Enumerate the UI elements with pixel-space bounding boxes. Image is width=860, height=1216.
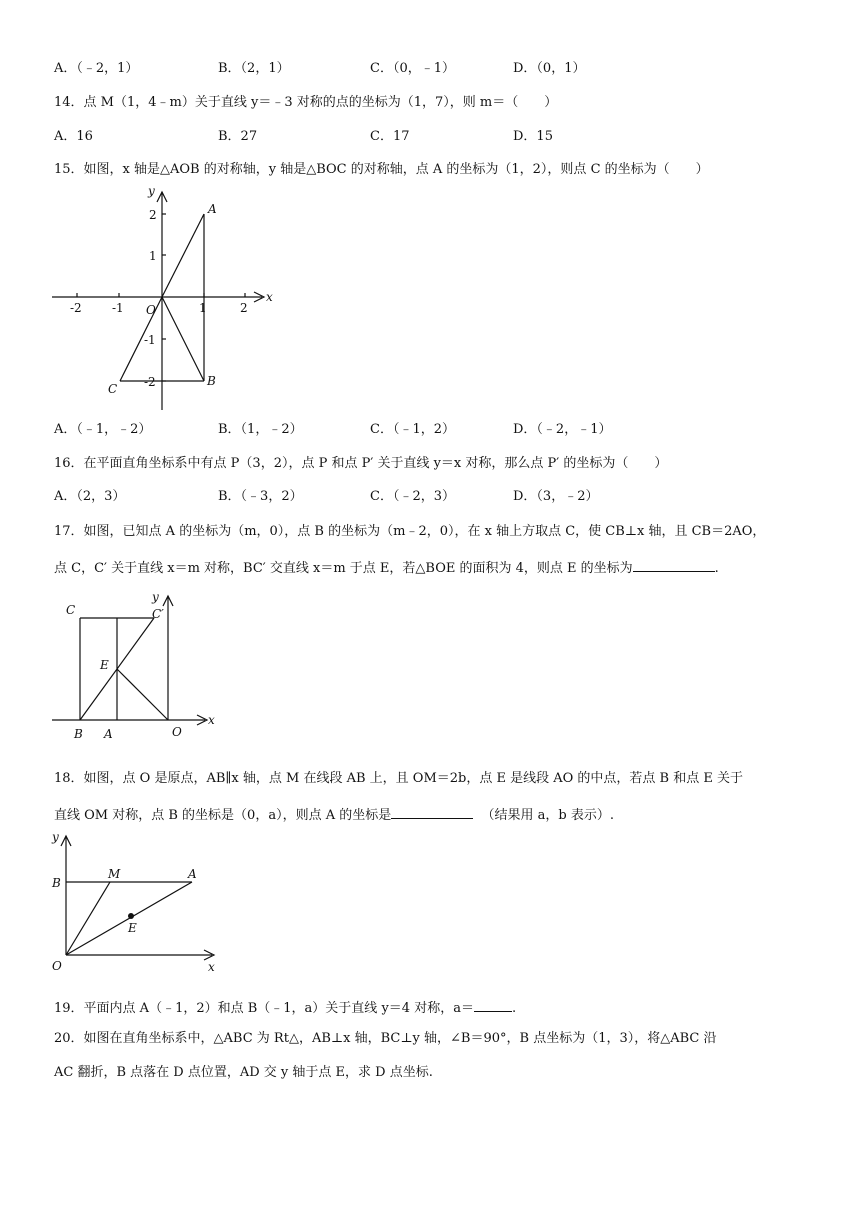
q19-stem: 19．平面内点 A（﹣1，2）和点 B（﹣1，a）关于直线 y＝4 对称，a＝ bbox=[54, 1001, 474, 1016]
q17-label-c: C bbox=[66, 603, 76, 617]
q17-label-e: E bbox=[100, 658, 109, 672]
q16-option-a: A．（2，3） bbox=[54, 489, 126, 504]
q18-label-m: M bbox=[108, 867, 121, 881]
q18-label-o: O bbox=[52, 959, 62, 973]
q15-label-a: A bbox=[208, 202, 217, 216]
q13-option-b: B．（2，1） bbox=[218, 61, 290, 76]
q19-end: . bbox=[511, 1001, 517, 1016]
q15-xtick: 2 bbox=[240, 301, 248, 315]
q18-x-label: x bbox=[208, 960, 215, 974]
q17-label-b: B bbox=[74, 727, 83, 741]
q15-option-d: D．（﹣2，﹣1） bbox=[513, 422, 612, 437]
q15-y-label: y bbox=[148, 184, 155, 198]
q16-option-b: B．（﹣3，2） bbox=[218, 489, 303, 504]
q17-line2-text: 点 C，C′ 关于直线 x＝m 对称，BC′ 交直线 x＝m 于点 E，若△BOE 的面积为 4，则点 E 的坐标为 bbox=[54, 561, 633, 576]
q13-option-d: D．（0，1） bbox=[513, 61, 586, 76]
q15-ytick: -1 bbox=[144, 333, 156, 347]
q14-option-b: B．27 bbox=[218, 129, 258, 144]
q15-label-c: C bbox=[108, 382, 118, 396]
q13-option-c: C．（0，﹣1） bbox=[370, 61, 455, 76]
q14-option-a: A．16 bbox=[54, 129, 93, 144]
q17-label-a: A bbox=[104, 727, 113, 741]
q17-line1: 17．如图，已知点 A 的坐标为（m，0），点 B 的坐标为（m﹣2，0），在 x 轴上方取点 C，使 CB⊥x 轴，且 CB＝2AO， bbox=[54, 524, 766, 539]
q15-label-b: B bbox=[207, 374, 216, 388]
q14-option-c: C．17 bbox=[370, 129, 410, 144]
q15-ytick: 2 bbox=[149, 208, 157, 222]
q14-stem: 14．点 M（1，4﹣m）关于直线 y＝﹣3 对称的点的坐标为（1，7），则 m＝（ ） bbox=[54, 95, 558, 110]
q17-x-label: x bbox=[208, 713, 215, 727]
q15-label-o: O bbox=[146, 303, 156, 317]
q15-xtick: 1 bbox=[199, 301, 207, 315]
q18-label-a: A bbox=[188, 867, 197, 881]
q18-segment-om bbox=[66, 882, 110, 955]
q13-option-a: A．（﹣2，1） bbox=[54, 61, 139, 76]
q17-label-o: O bbox=[172, 725, 182, 739]
q16-stem: 16．在平面直角坐标系中有点 P（3，2），点 P 和点 P′ 关于直线 y＝x 对称，那么点 P′ 的坐标为（ ） bbox=[54, 456, 668, 471]
q15-option-a: A．（﹣1，﹣2） bbox=[54, 422, 152, 437]
q18-label-e: E bbox=[128, 921, 137, 935]
q15-option-b: B．（1，﹣2） bbox=[218, 422, 303, 437]
q16-option-d: D．（3，﹣2） bbox=[513, 489, 599, 504]
q15-stem: 15．如图，x 轴是△AOB 的对称轴，y 轴是△BOC 的对称轴，点 A 的坐标为（1，2），则点 C 的坐标为（ ） bbox=[54, 162, 709, 177]
q18-line2-text: 直线 OM 对称，点 B 的坐标是（0，a），则点 A 的坐标是 bbox=[54, 808, 392, 823]
q15-xtick: -2 bbox=[70, 301, 82, 315]
q18-line2-end: （结果用 a，b 表示）. bbox=[481, 808, 614, 823]
q15-ytick: 1 bbox=[149, 249, 157, 263]
q17-y-label: y bbox=[152, 590, 159, 604]
q16-option-c: C．（﹣2，3） bbox=[370, 489, 455, 504]
q19-answer-blank bbox=[474, 997, 512, 1012]
q18-line1: 18．如图，点 O 是原点，AB∥x 轴，点 M 在线段 AB 上，且 OM＝2b，点 E 是线段 AO 的中点，若点 B 和点 E 关于 bbox=[54, 771, 743, 786]
q19-line bbox=[54, 997, 516, 1018]
q18-label-b: B bbox=[52, 876, 61, 890]
q14-option-d: D．15 bbox=[513, 129, 553, 144]
q15-option-c: C．（﹣1，2） bbox=[370, 422, 455, 437]
q15-xtick: -1 bbox=[112, 301, 124, 315]
q20-line2: AC 翻折，B 点落在 D 点位置，AD 交 y 轴于点 E，求 D 点坐标. bbox=[54, 1065, 433, 1080]
q15-ytick: -2 bbox=[144, 375, 156, 389]
q15-x-label: x bbox=[266, 290, 273, 304]
q18-point-e bbox=[128, 913, 134, 919]
q18-segment-oa bbox=[66, 882, 192, 955]
q20-line1: 20．如图在直角坐标系中，△ABC 为 Rt△，AB⊥x 轴，BC⊥y 轴，∠B＝90°，B 点坐标为（1，3），将△ABC 沿 bbox=[54, 1031, 717, 1046]
q18-y-label: y bbox=[52, 830, 59, 844]
q17-line2-end: . bbox=[714, 561, 719, 576]
q17-label-cp: C′ bbox=[152, 607, 164, 621]
